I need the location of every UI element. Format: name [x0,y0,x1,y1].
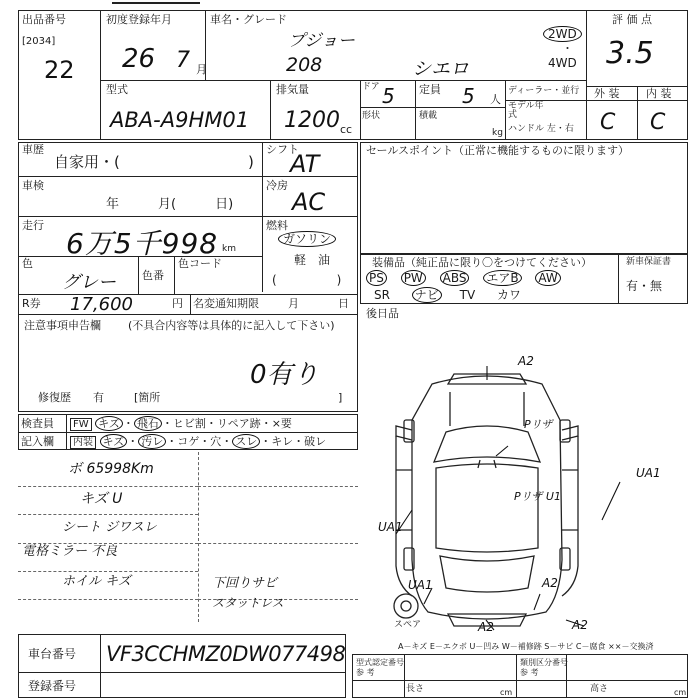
damage-mark-rear-right: A2 [572,618,588,632]
displacement: 1200 [284,108,340,133]
col-divider [516,654,517,698]
interior-grade: C [650,110,666,135]
repair-parts: [箇所 [134,391,161,404]
doors: 5 [382,84,395,108]
tax-label: 名変通知期限 [193,297,259,310]
grade-score: 3.5 [606,36,654,71]
damage-mark-rear: A2 [542,576,558,590]
lot-number: 22 [44,56,75,84]
shift-label: シフト [266,143,299,156]
height-cm: cm [674,688,687,697]
interior-label: 内 装 [646,87,672,100]
fuel-diesel: 軽 油 [294,253,331,267]
exterior-label: 外 装 [594,87,620,100]
col-divider [404,654,405,698]
equip-leather: カワ [497,288,522,302]
grade-score-label: 評 価 点 [612,13,652,26]
interior-row-label: 内装 [70,436,96,449]
fw-rest: ・ヒビ割・リペア跡・×要 [161,417,292,430]
equip-sr: SR [374,288,390,302]
color-code-label: 色コード [178,257,222,270]
equip-ps: PS [366,270,387,286]
notes-declaration: 0有り [250,360,319,390]
damage-mark-roof: Pリザ [524,418,553,431]
damage-mark-right: UA1 [636,466,661,480]
lot-code: [2034] [22,36,56,47]
equip-navi: ナビ [412,287,442,303]
repair-close: ] [338,391,343,404]
car-model: 208 [286,54,323,76]
inspector-label-2: 記入欄 [21,435,54,448]
displacement-label: 排気量 [276,83,309,96]
ac-value: AC [292,188,326,216]
fuel-gasoline: ガソリン [278,232,336,246]
int-scratch: キズ [100,434,128,449]
person-unit: 人 [490,93,501,106]
damage-legend: A－キズ E－エクボ U－凹み W－補修跡 S－サビ C－腐食 ××－交換済 [398,642,654,651]
lot-number-label: 出品番号 [22,13,66,26]
ref-label-2: 参 考 [520,668,539,677]
after-items-label: 後日品 [366,307,399,320]
type-cert-label: 型式認定番号 [356,658,404,667]
int-rest: ・キレ・破レ [260,435,327,448]
row-divider [352,680,688,681]
equipment-label: 装備品（純正品に限り〇をつけてください） [372,256,592,269]
type-label: 型式 [106,83,128,96]
chassis-vin: VF3CCHMZ0DW077498 [106,642,346,666]
yen-unit: 円 [172,297,183,310]
memo-line-7: スタットレス [212,596,284,610]
usage-label: 車歴 [22,143,44,156]
reg-year: 26 [122,44,156,74]
notes-sub: (不具合内容等は具体的に記入して下さい) [128,319,335,332]
equip-airbag: エアB [483,270,521,286]
damage-mark-roof-2: Pリザ U1 [514,490,561,503]
usage-value: 自家用・( [54,153,120,171]
color-label: 色 [22,257,33,270]
damage-mark-front: A2 [518,354,534,368]
first-reg-label: 初度登録年月 [106,13,172,26]
int-mid: ・コゲ・穴・ [166,435,233,448]
tax-day: 日 [338,297,349,310]
ac-label: 冷房 [266,179,288,192]
fw-label: FW [70,418,92,431]
ref-label: 参 考 [356,668,375,677]
capacity-label: 定員 [419,83,441,96]
int-dirt: 汚レ [138,434,166,449]
color-value: グレー [62,272,116,293]
recycle-amount: 17,600 [70,294,133,315]
damage-mark-left-rear: UA1 [408,578,433,592]
inspection-label: 車検 [22,179,44,192]
memo-line-4: 電格ミラー 不良 [22,544,118,559]
spare-label: スペア [394,620,422,630]
reg-month: 7 [176,48,190,73]
damage-mark-left: UA1 [378,520,403,534]
mileage: 6万5千998 [66,227,219,260]
col-divider [100,634,101,698]
memo-line-6: 下回りサビ [212,576,278,591]
handle-label: ハンドル 左・右 [508,124,574,134]
memo-line-3: シート ジワスレ [62,520,157,535]
damage-mark-bumper: A2 [478,620,494,634]
color-no-label: 色番 [142,269,164,282]
class-label: 類別区分番号 [520,658,568,667]
fuel-paren: ( ) [272,273,342,287]
memo-line-5: ホイル キズ [62,574,131,589]
equip-aw: AW [535,270,560,286]
car-name: プジョー [288,31,355,51]
warranty-label: 新車保証書 [626,257,672,267]
usage-close: ) [248,153,254,171]
shift-value: AT [290,150,320,178]
kg-unit: kg [492,128,503,138]
registration-label: 登録番号 [28,679,77,693]
recycle-label: R券 [22,297,41,310]
drive-2wd: 2WD [543,28,582,40]
drive-4wd: 4WD [548,56,577,70]
reg-month-unit: 月 [196,63,207,76]
tax-month: 月 [288,297,299,310]
capacity: 5 [462,84,475,108]
height-label: 高さ [590,684,609,694]
length-label: 長さ [406,684,425,694]
drive-dot: ・ [562,42,573,55]
grade: シエロ [412,58,470,80]
exterior-grade: C [600,110,616,135]
equip-tv: TV [459,288,476,302]
memo-line-1: ボ 65998Km [68,461,154,477]
car-name-label: 車名・グレード [210,13,287,26]
fuel-label: 燃料 [266,219,288,232]
equip-abs: ABS [440,270,470,286]
memo-line-2: キズ U [80,491,123,507]
door-label: ドア [362,82,380,92]
fw-scratch: キズ [95,416,123,431]
int-wear: スレ [232,434,260,449]
inspection-text: 年 月( 日) [106,197,234,212]
model-year-label: モデル年式 [508,101,544,120]
sales-point-label: セールスポイント（正常に機能するものに限ります） [366,144,630,157]
load-label: 積載 [419,111,438,121]
mileage-label: 走行 [22,219,44,232]
row-divider [18,672,346,673]
int-dot: ・ [127,435,139,448]
notes-label: 注意事項申告欄 [24,319,101,332]
inspector-label: 検査員 [21,417,54,430]
equip-pw: PW [401,270,426,286]
fw-dot: ・ [122,417,134,430]
warranty-value: 有・無 [626,279,663,293]
km-unit: km [222,244,236,254]
shape-label: 形状 [362,111,381,121]
type-value: ABA-A9HM01 [110,108,250,132]
cc-unit: cc [340,123,353,136]
length-cm: cm [500,688,513,697]
chassis-label: 車台番号 [28,647,77,661]
dealer-label: ディーラー・並行 [508,86,580,96]
fw-chip: 飛石 [134,416,162,431]
repair-label: 修復歴 有 [38,391,104,404]
